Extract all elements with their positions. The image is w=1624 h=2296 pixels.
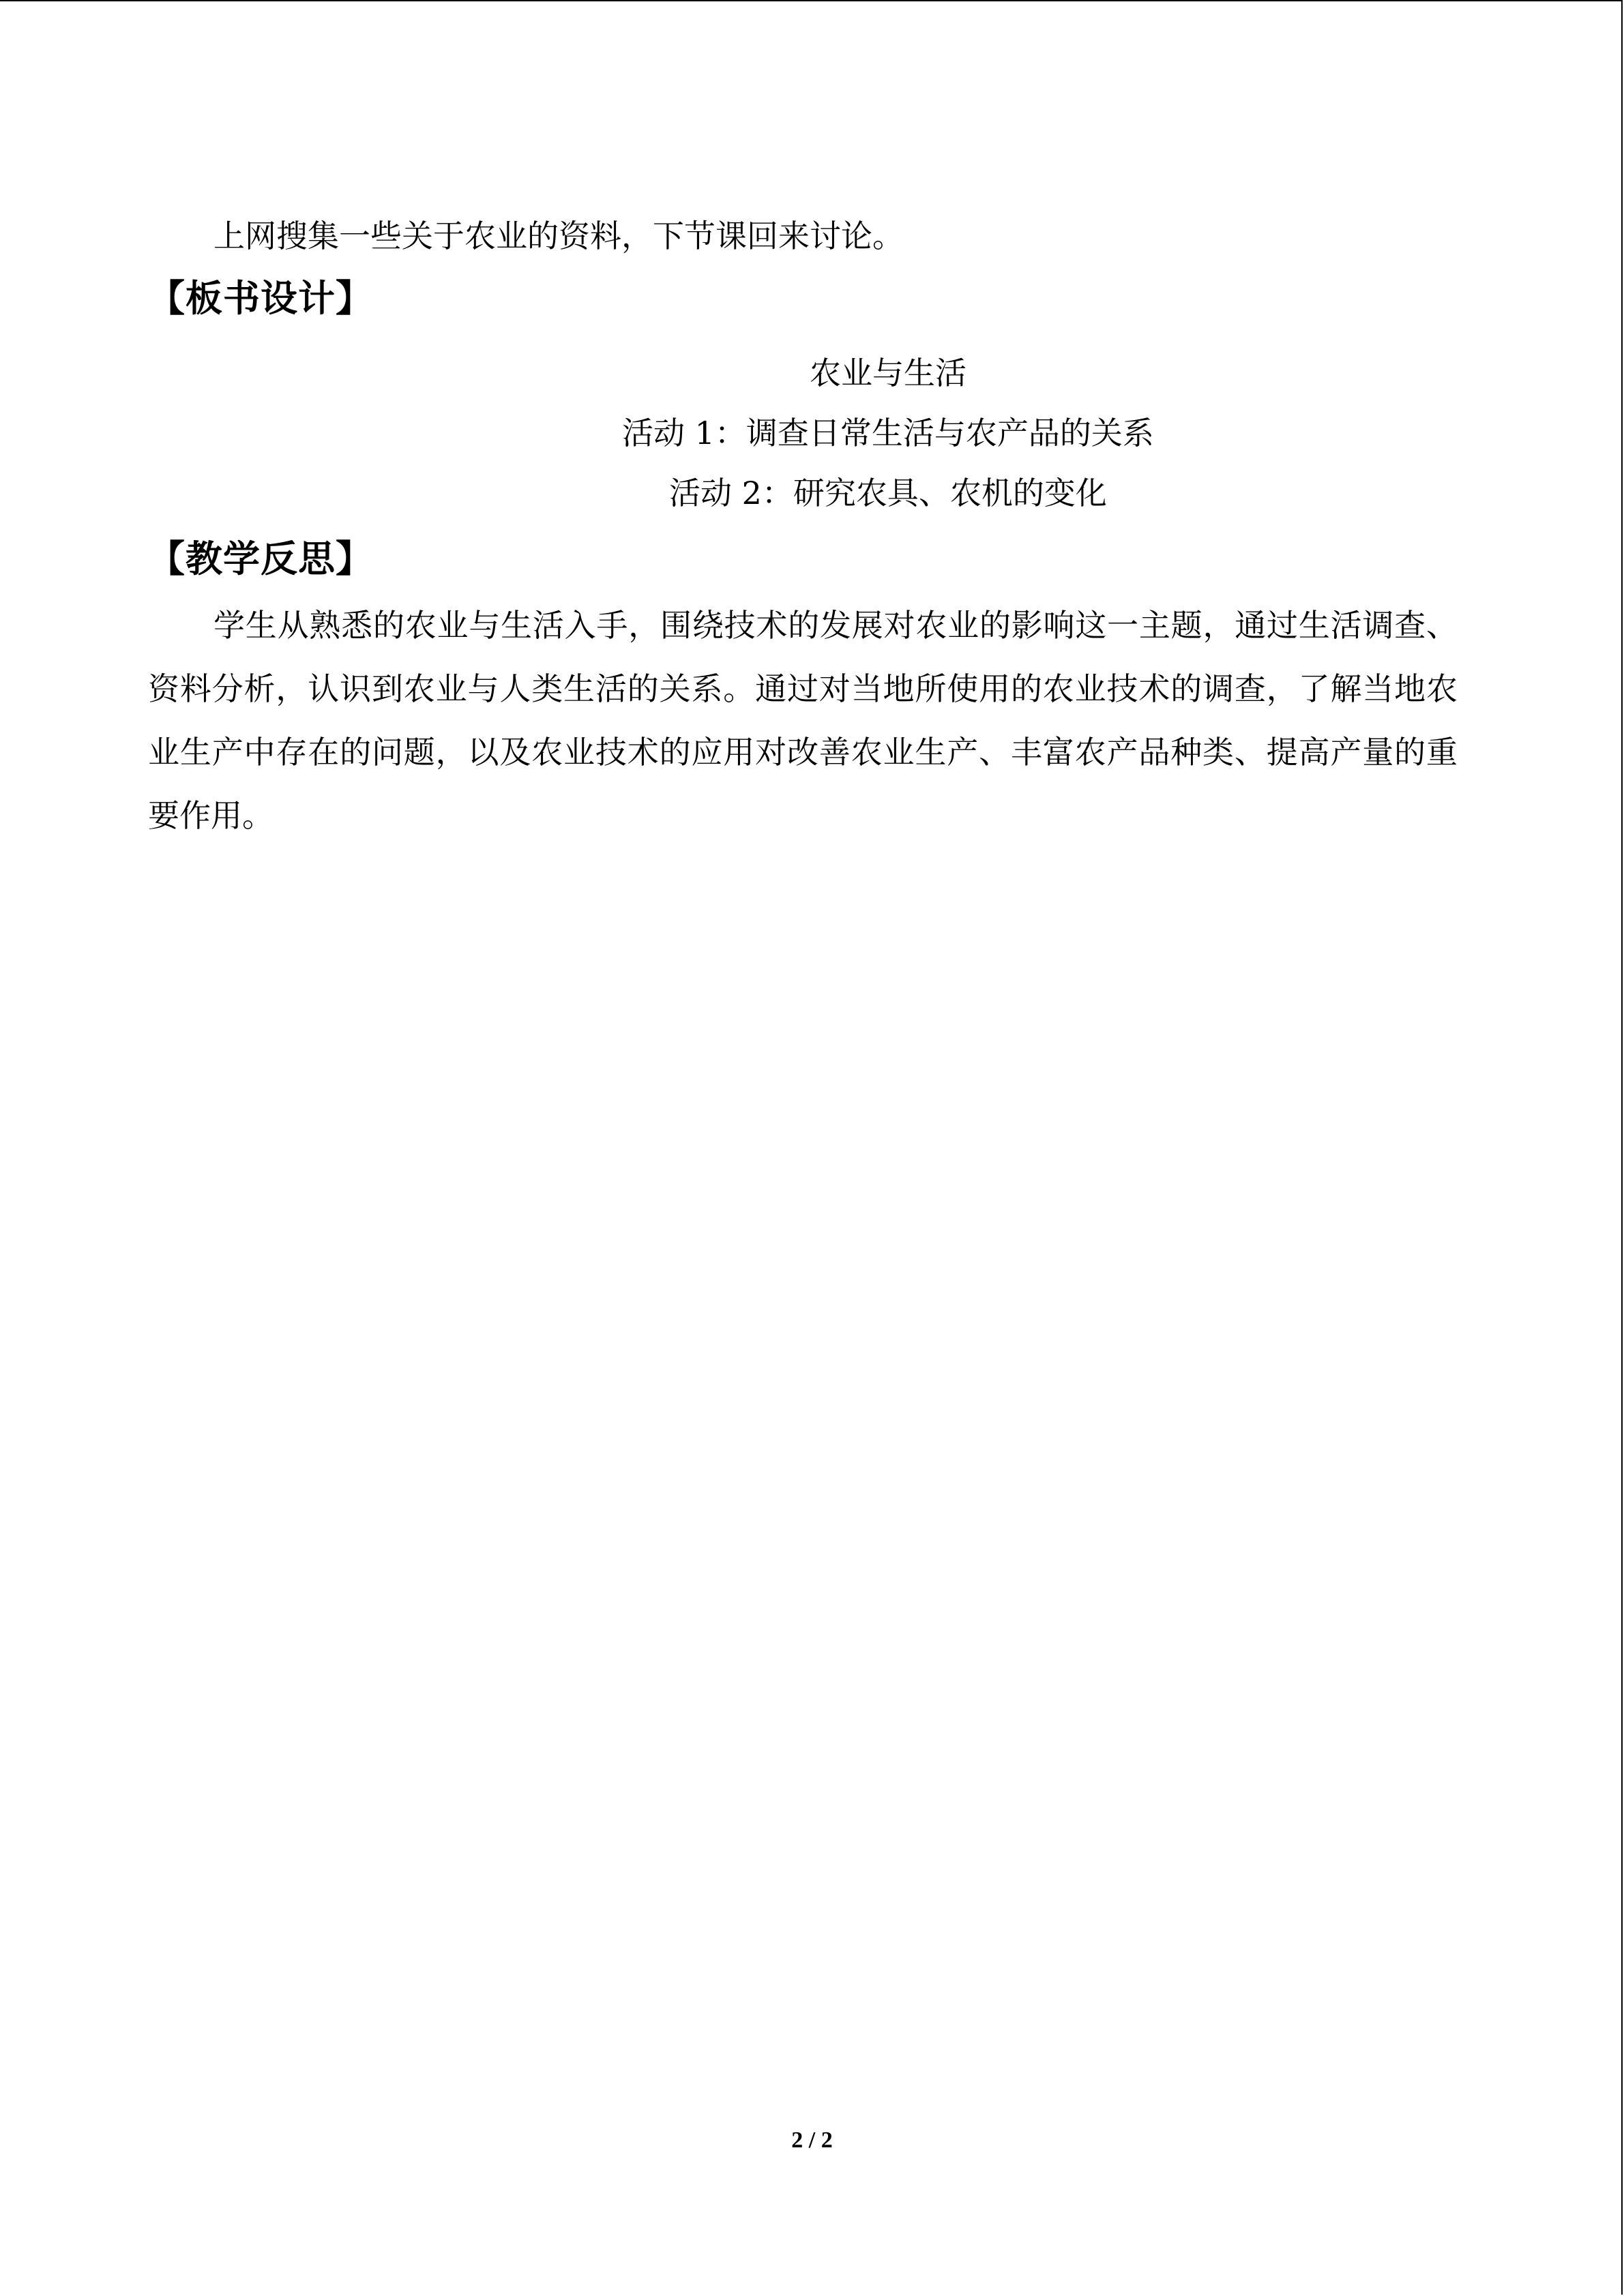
page-number: 2 / 2	[791, 2128, 833, 2153]
reflection-paragraph: 学生从熟悉的农业与生活入手，围绕技术的发展对农业的影响这一主题，通过生活调查、资料分析，认识到农业与人类生活的关系。通过对当地所使用的农业技术的调查，了解当地农业生产中存在的问题，以及农业技术的应用对改善农业生产、丰富农产品种类、提高产量的重要作用。	[148, 607, 1458, 834]
board-title: 农业与生活	[810, 355, 966, 391]
board-design-block	[148, 343, 1458, 523]
reflection-heading: 【教学反思】	[148, 537, 373, 580]
board-activity-1: 活动 1：调查日常生活与农产品的关系	[622, 415, 1154, 451]
homework-paragraph: 上网搜集一些关于农业的资料，下节课回来讨论。	[213, 218, 904, 254]
board-design-heading: 【板书设计】	[148, 277, 373, 320]
board-activity-2: 活动 2：研究农具、农机的变化	[669, 475, 1107, 511]
document-body	[148, 205, 1458, 848]
